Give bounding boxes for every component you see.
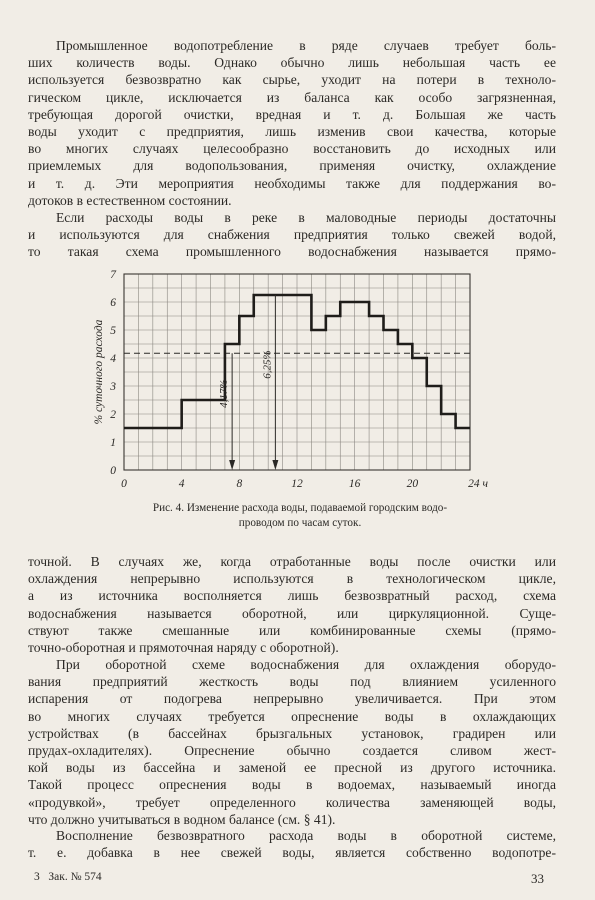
text-line: во многих случаях требуется опреснение воды в охлаждающих	[28, 708, 556, 724]
figure-caption	[70, 501, 530, 531]
text-line: используется безвозвратно как сырье, уходит на потери в техноло-	[28, 72, 556, 88]
text-line: испарения от подогрева непрерывно увеличивается. При этом	[28, 691, 556, 707]
y-tick-label: 0	[110, 465, 116, 477]
text-line: прудах-охладителях). Опреснение обычно создается сливом жест-	[28, 743, 556, 759]
print-signature: 3 Зак. № 574	[34, 871, 102, 883]
text-line: вания предприятий жесткость воды под влиянием усиленного	[28, 674, 556, 690]
text-line: При оборотной схеме водоснабжения для охлаждения оборудо-	[56, 657, 556, 672]
y-tick-label: 6	[110, 297, 116, 309]
paragraph-5	[28, 827, 556, 861]
text-line: гическом цикле, исключается из баланса как особо загрязненная,	[28, 89, 556, 105]
text-line: Если расходы воды в реке в маловодные периоды достаточны	[56, 210, 556, 225]
caption-line: Рис. 4. Изменение расхода воды, подаваемой городским водо-	[152, 502, 448, 514]
text-line: водоснабжения называется оборотной, или циркуляционной. Суще-	[28, 605, 556, 621]
x-tick-label: 12	[291, 478, 303, 490]
text-line: и т. д. Эти мероприятия необходимы также для поддержания во-	[28, 175, 556, 191]
text-line: кой воды из бассейна и заменой ее пресной из другого источника.	[28, 760, 556, 776]
x-tick-label: 8	[236, 478, 243, 490]
y-tick-label: 2	[110, 409, 116, 421]
text-line: воды уходит с предприятия, лишь изменив свои качества, которые	[28, 124, 556, 140]
text-line: а из источника восполняется лишь безвозвратный расход, схема	[28, 588, 556, 604]
text-line: приемлемых для водопользования, применяя очистку, охлаждение	[28, 158, 556, 174]
paragraph-1	[28, 37, 556, 209]
y-tick-label: 4	[110, 353, 116, 365]
paragraph-3	[28, 553, 556, 656]
x-tick-label: 0	[121, 478, 127, 490]
text-line: Такой процесс опреснения воды в водоемах, называемый иногда	[28, 777, 556, 793]
y-tick-label: 7	[110, 269, 116, 281]
page-number: 33	[531, 871, 544, 886]
annotation-arrow-head	[272, 460, 278, 470]
x-tick-label: 24 ч	[468, 478, 488, 490]
y-tick-label: 5	[110, 325, 116, 337]
caption-line: проводом по часам суток.	[238, 517, 362, 529]
text-line: и используются для снабжения предприятия только свежей водой,	[28, 227, 556, 243]
y-tick-label: 1	[110, 437, 116, 449]
paragraph-4	[28, 656, 556, 828]
annotation-arrow-head	[229, 460, 235, 470]
text-line: что должно учитываться в водном балансе (см. § 41).	[28, 811, 336, 827]
water-consumption-chart	[0, 262, 595, 512]
text-line: требующая дорогой очистки, вредная и т. д. Большая же часть	[28, 106, 556, 122]
text-line: ствуют также смешанные или комбинированные схемы (прямо-	[28, 622, 556, 638]
text-line: охлаждения непрерывно используются в технологическом цикле,	[28, 571, 556, 587]
text-line: точно-оборотная и прямоточная наряду с оборотной).	[28, 640, 339, 656]
text-line: точной. В случаях же, когда отработанные воды после очистки или	[28, 554, 556, 569]
text-line: т. е. добавка в нее свежей воды, является собственно водопотре-	[28, 845, 556, 861]
annotation-label: 4,17%	[218, 379, 231, 408]
text-line: ших количеств воды. Однако обычно лишь небольшая часть ее	[28, 55, 556, 71]
text-line: то такая схема промышленного водоснабжения называется прямо-	[28, 244, 556, 260]
text-line: во многих случаях целесообразно восстановить до исходных или	[28, 141, 556, 157]
x-tick-label: 16	[348, 478, 361, 490]
text-line: дотоков в естественном состоянии.	[28, 192, 232, 208]
x-tick-label: 20	[406, 478, 419, 490]
text-line: устройствах (в бассейнах брызгальных установок, градирен или	[28, 725, 556, 741]
text-line: Промышленное водопотребление в ряде случаев требует боль-	[56, 38, 556, 53]
x-tick-label: 4	[178, 478, 185, 490]
y-tick-label: 3	[110, 381, 116, 393]
text-line: «продувкой», требует определенного количества заменяющей воды,	[28, 794, 556, 810]
y-axis-label: % суточного расхода	[93, 319, 105, 425]
paragraph-2	[28, 209, 556, 261]
annotation-label: 6,25%	[261, 350, 274, 379]
text-line: Восполнение безвозвратного расхода воды в оборотной системе,	[56, 828, 556, 843]
